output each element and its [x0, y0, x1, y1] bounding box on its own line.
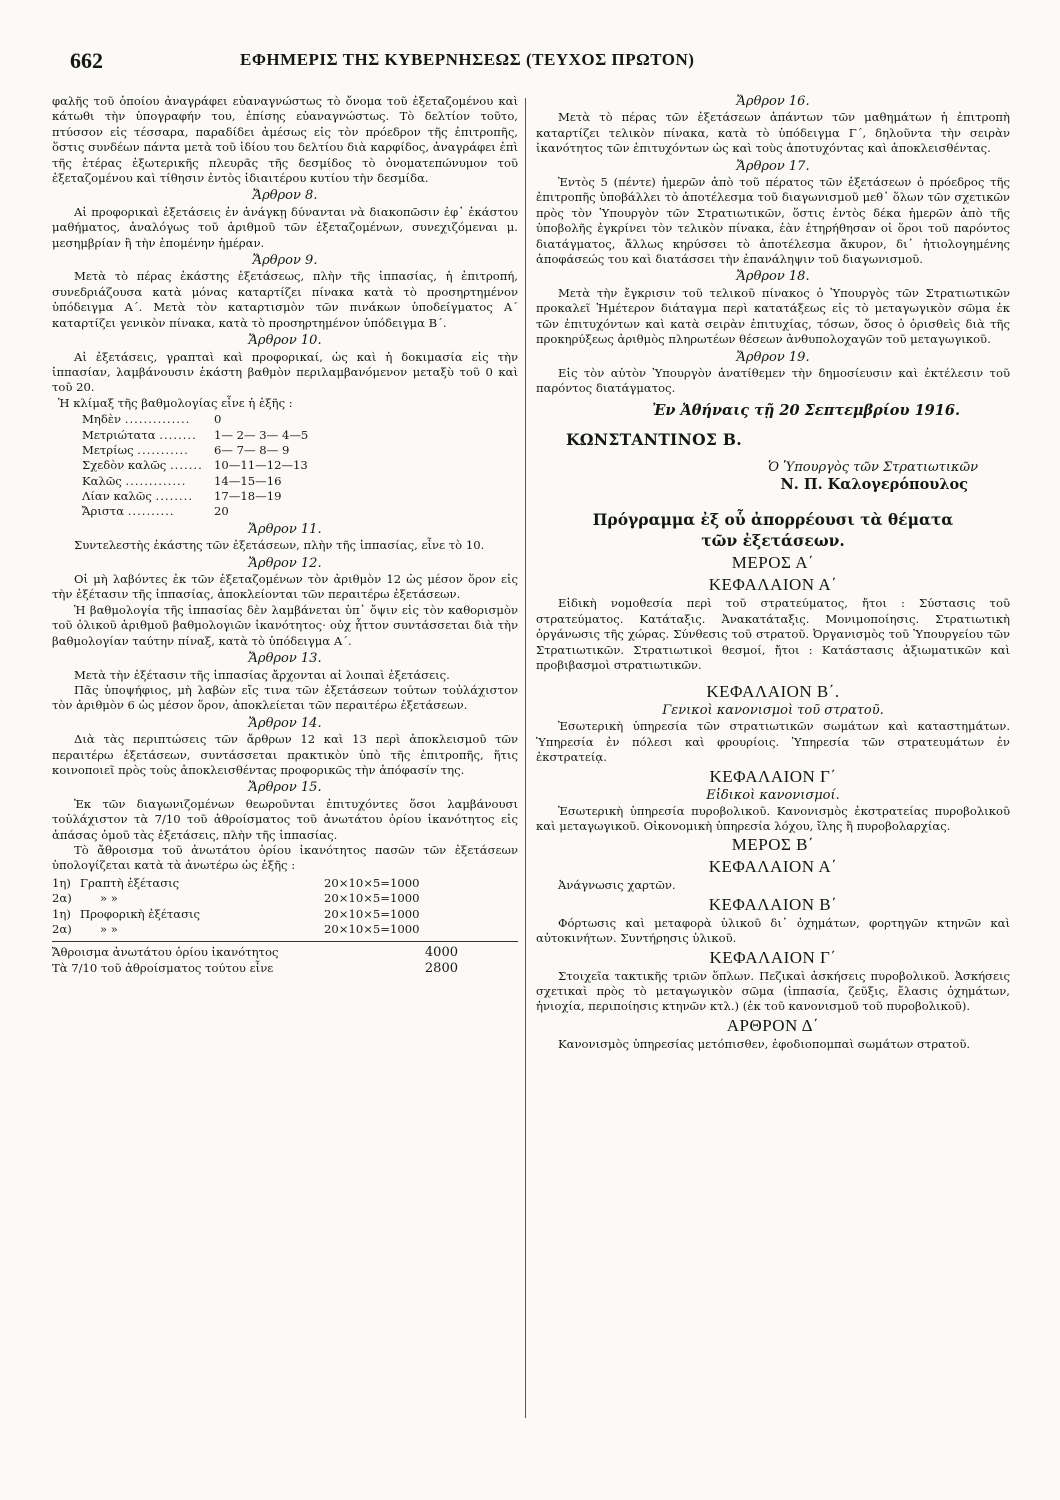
- grade-row: [82, 458, 518, 473]
- article-19-title: Ἄρθρον 19.: [736, 349, 810, 365]
- article-17-title: Ἄρθρον 17.: [736, 158, 810, 174]
- column-rule: [525, 98, 526, 1418]
- part-a-chapter-3-text: Ἐσωτερικὴ ὑπηρεσία πυροβολικοῦ. Κανονισμὸς ἐκστρατείας πυροβολικοῦ καὶ μεταγωγικοῦ. Οἰκονομικὴ ὑπηρεσία λόχου, ἴλης ἢ πυροβολαρχίας.: [536, 803, 1010, 833]
- intro-paragraph: φαλῆς τοῦ ὁποίου ἀναγράφει εὐαναγνώστως τὸ ὄνομα τοῦ ἐξεταζομένου καὶ κάτωθι τὴν ὑπογραφήν του, ἐπίσης εὐαναγνώστως. Τὸ δελτίον τοῦτο, πτύσσον εἰς τέσσαρα, παραδίδει ἀμέσως εἰς τὸν πρόεδρον τῆς ἐπιτροπῆς, ὅστις συνδέων πάντα μετὰ τοῦ ἰδίου του δελτίου διὰ καρφίδος, ἀναγράφει ἐπὶ τῆς ἑτέρας ἐξωτερικῆς πλευρᾶς τῆς δεσμίδος τὸ ὀνοματεπώνυμον τοῦ ἐξεταζομένου καὶ τίθησιν ἐντὸς ἰδιαιτέρου κυτίου τὴν δεσμίδα.: [52, 94, 518, 186]
- article-13-title: Ἄρθρον 13.: [248, 651, 322, 667]
- grade-dots: .............: [125, 473, 187, 488]
- article-15-title: Ἄρθρον 15.: [248, 780, 322, 796]
- calc-number: 1η): [52, 875, 71, 890]
- grade-value: 0: [214, 412, 222, 427]
- grade-dots: ........: [159, 427, 197, 442]
- part-b-article-d-heading: ΑΡΘΡΟΝ Δ΄: [726, 1015, 820, 1035]
- grade-scale-intro: Ἡ κλίμαξ τῆς βαθμολογίας εἶνε ἡ ἑξῆς :: [58, 395, 293, 410]
- grade-row: [82, 489, 518, 504]
- score-calculation: [52, 876, 518, 938]
- grade-value: 20: [214, 504, 229, 519]
- article-9-title: Ἄρθρον 9.: [252, 253, 318, 269]
- grade-dots: ..............: [124, 412, 191, 427]
- calc-number: 2α): [52, 921, 72, 936]
- article-13-text-2: Πᾶς ὑποψήφιος, μὴ λαβὼν εἴς τινα τῶν ἐξετάσεων τούτων τοὐλάχιστον τὸν ἀριθμὸν 6 ὡς μέσον ὅρον, ἀποκλείεται τῶν περαιτέρω ἐξετάσεων.: [52, 682, 518, 713]
- right-column: [536, 94, 1010, 1052]
- article-16-text: Μετὰ τὸ πέρας τῶν ἐξετάσεων ἁπάντων τῶν μαθημάτων ἡ ἐπιτροπὴ καταρτίζει τελικὸν πίνακα, κατὰ τὸ ὑπόδειγμα Γ΄, δηλοῦντα τὴν σειρὰν ἱκανότητος τῶν ἐπιτυχόντων ὡς καὶ τοὺς ἀποτυχόντας καὶ ἀποκλεισθέντας.: [536, 110, 1010, 156]
- minister-title: Ὁ Ὑπουργὸς τῶν Στρατιωτικῶν: [767, 459, 978, 475]
- grade-value: 17—18—19: [214, 489, 282, 504]
- calc-label: Προφορικὴ ἐξέτασις: [80, 906, 201, 921]
- part-b-article-d-text: Κανονισμὸς ὑπηρεσίας μετόπισθεν, ἐφοδιοπομπαὶ σωμάτων στρατοῦ.: [558, 1036, 971, 1051]
- article-16-title: Ἄρθρον 16.: [736, 94, 810, 109]
- part-b-chapter-2-heading: ΚΕΦΑΛΑΙΟΝ Β΄: [708, 894, 838, 914]
- grade-row: [82, 428, 518, 443]
- part-a-heading: ΜΕΡΟΣ Α΄: [731, 553, 815, 573]
- page-header: [70, 48, 990, 78]
- grade-value: 1— 2— 3— 4—5: [214, 427, 309, 442]
- program-title-line-2: τῶν ἐξετάσεων.: [701, 531, 845, 551]
- grade-dots: ..........: [127, 504, 175, 519]
- grade-value: 14—15—16: [214, 473, 282, 488]
- part-a-chapter-1-heading: ΚΕΦΑΛΑΙΟΝ Α΄: [708, 575, 838, 595]
- grade-name: Λίαν καλῶς: [82, 489, 152, 504]
- article-9-text: Μετὰ τὸ πέρας ἑκάστης ἐξετάσεως, πλὴν τῆς ἱππασίας, ἡ ἐπιτροπή, συνεδριάζουσα κατὰ μόνας καταρτίζει πίνακα κατὰ τὸ προσηρτημένον ὑπόδειγμα Α΄. Μετὰ τὸν καταρτισμὸν τῶν πινάκων ὑποδείγματος Α΄ καταρτίζει γενικὸν πίνακα, κατὰ τὸ προσηρτημένον ὑπόδειγμα Β΄.: [52, 269, 518, 330]
- grade-dots: ...........: [137, 442, 189, 457]
- part-b-chapter-1-text: Ἀνάγνωσις χαρτῶν.: [558, 878, 676, 893]
- grade-dots: .......: [169, 458, 203, 473]
- grade-name: Μηδὲν: [82, 412, 122, 427]
- total-label: Ἄθροισμα ἀνωτάτου ὁρίου ἱκανότητος: [52, 945, 279, 960]
- part-b-chapter-2-text: Φόρτωσις καὶ μεταφορὰ ὑλικοῦ δι᾽ ὀχημάτων, φορτηγῶν κτηνῶν καὶ αὐτοκινήτων. Συντήρησις ὑλικοῦ.: [536, 915, 1010, 946]
- calc-row: [52, 922, 518, 937]
- running-title: ΕΦΗΜΕΡΙΣ ΤΗΣ ΚΥΒΕΡΝΗΣΕΩΣ (ΤΕΥΧΟΣ ΠΡΩΤΟΝ): [240, 50, 695, 69]
- part-b-chapter-1-heading: ΚΕΦΑΛΑΙΟΝ Α΄: [708, 857, 838, 877]
- grade-scale: [82, 412, 518, 520]
- part-a-chapter-3-subtitle: Εἰδικοὶ κανονισμοί.: [706, 787, 840, 803]
- seven-tenths-row: [52, 961, 518, 977]
- calc-number: 2α): [52, 891, 72, 906]
- part-b-chapter-3-heading: ΚΕΦΑΛΑΙΟΝ Γ΄: [709, 947, 837, 967]
- calc-label: Γραπτὴ ἐξέτασις: [80, 875, 180, 890]
- article-8-title: Ἄρθρον 8.: [252, 188, 318, 204]
- grade-name: Μετριώτατα: [82, 427, 156, 442]
- seven-tenths-label: Τὰ 7/10 τοῦ ἀθροίσματος τούτου εἶνε: [52, 961, 274, 976]
- part-a-chapter-2-text: Ἐσωτερικὴ ὑπηρεσία τῶν στρατιωτικῶν σωμάτων καὶ καταστημάτων. Ὑπηρεσία ἐν πόλεσι καὶ φρουρίοις. Ὑπηρεσία τῶν στρατευμάτων ἐν ἐκστρατείᾳ.: [536, 719, 1010, 765]
- article-14-text: Διὰ τὰς περιπτώσεις τῶν ἄρθρων 12 καὶ 13 περὶ ἀποκλεισμοῦ τῶν περαιτέρω ἐξετάσεων, συντάσσεται πρακτικὸν ὑπὸ τῆς ἐπιτροπῆς, ἥτις κοινοποιεῖ πρὸς τοὺς ἀποκλεισθέντας προφορικῶς τὴν ἀπόφασίν της.: [52, 732, 518, 777]
- article-18-title: Ἄρθρον 18.: [736, 269, 810, 285]
- king-signature: ΚΩΝΣΤΑΝΤΙΝΟΣ Β.: [566, 430, 742, 450]
- article-11-title: Ἄρθρον 11.: [248, 521, 322, 537]
- calc-label: » »: [100, 921, 118, 936]
- part-b-heading: ΜΕΡΟΣ Β΄: [731, 835, 815, 855]
- article-18-text: Μετὰ τὴν ἔγκρισιν τοῦ τελικοῦ πίνακος ὁ Ὑπουργὸς τῶν Στρατιωτικῶν προκαλεῖ Ἡμέτερον διάταγμα περὶ κατατάξεως εἰς τὸ μεταγωγικὸν σῶμα ἐκ τῶν ἐπιτυχόντων καὶ κατὰ σειρὰν ἐπιτυχίας, τόσων, ὅσος ὁ ὁρισθεὶς διὰ τῆς προκηρύξεως ἀριθμὸς πληρωτέων θέσεων ἀνθυπολοχαγῶν τοῦ μεταγωγικοῦ.: [536, 285, 1010, 347]
- grade-dots: ........: [155, 489, 194, 504]
- grade-row: [82, 504, 518, 519]
- calc-label: » »: [100, 891, 118, 906]
- calc-formula: 20×10×5=1000: [324, 921, 420, 936]
- calc-row: [52, 891, 518, 906]
- part-a-chapter-3-heading: ΚΕΦΑΛΑΙΟΝ Γ΄: [709, 766, 837, 786]
- calc-row: [52, 876, 518, 891]
- sum-divider: [52, 941, 518, 942]
- grade-value: 6— 7— 8— 9: [214, 442, 290, 457]
- article-13-text-1: Μετὰ τὴν ἐξέτασιν τῆς ἱππασίας ἄρχονται αἱ λοιπαὶ ἐξετάσεις.: [74, 667, 450, 682]
- dateline: Ἐν Ἀθήναις τῇ 20 Σεπτεμβρίου 1916.: [652, 401, 960, 419]
- calc-formula: 20×10×5=1000: [324, 906, 420, 921]
- part-a-chapter-2-subtitle: Γενικοὶ κανονισμοὶ τοῦ στρατοῦ.: [662, 703, 884, 719]
- calc-formula: 20×10×5=1000: [324, 875, 420, 890]
- part-a-chapter-2-heading: ΚΕΦΑΛΑΙΟΝ Β΄.: [706, 682, 840, 702]
- program-title-line-1: Πρόγραμμα ἐξ οὗ ἀπορρέουσι τὰ θέματα: [592, 510, 954, 530]
- part-b-chapter-3-text: Στοιχεῖα τακτικῆς τριῶν ὅπλων. Πεζικαὶ ἀσκήσεις πυροβολικοῦ. Ἀσκήσεις σχετικαὶ πρὸς τὸ μεταγωγικὸν σῶμα (ἱππασία, ζεῦξις, ἔλασις ὀχημάτων, ἡνιοχία, περιποίησις κτηνῶν κτλ.) (ἐκ τοῦ κανονισμοῦ τοῦ πυροβολικοῦ).: [536, 968, 1010, 1014]
- seven-tenths-value: 2800: [424, 961, 458, 977]
- calc-number: 1η): [52, 906, 71, 921]
- grade-name: Ἄριστα: [82, 504, 125, 519]
- total-value: 4000: [424, 945, 458, 961]
- article-15-text-2: Τὸ ἄθροισμα τοῦ ἀνωτάτου ὁρίου ἱκανότητος πασῶν τῶν ἐξετάσεων ὑπολογίζεται κατὰ τὰ ἀνωτέρω ὡς ἑξῆς :: [52, 842, 518, 873]
- left-column: [52, 94, 518, 977]
- grade-row: [82, 474, 518, 489]
- grade-name: Μετρίως: [82, 442, 134, 457]
- grade-name: Σχεδὸν καλῶς: [82, 458, 167, 473]
- minister-name: Ν. Π. Καλογερόπουλος: [780, 475, 968, 493]
- article-11-text: Συντελεστὴς ἑκάστης τῶν ἐξετάσεων, πλὴν τῆς ἱππασίας, εἶνε τὸ 10.: [74, 538, 485, 553]
- calc-formula: 20×10×5=1000: [324, 891, 420, 906]
- grade-value: 10—11—12—13: [214, 458, 308, 473]
- page-number: 662: [70, 48, 103, 73]
- total-row: [52, 945, 518, 961]
- article-12-title: Ἄρθρον 12.: [248, 555, 322, 571]
- article-15-text-1: Ἐκ τῶν διαγωνιζομένων θεωροῦνται ἐπιτυχόντες ὅσοι λαμβάνουσι τοὐλάχιστον τὰ 7/10 τοῦ ἀθροίσματος τοῦ ἀνωτάτου ὁρίου ἱκανότητος εἰς ἁπάσας ὁμοῦ τὰς ἐξετάσεις, πλὴν τῆς ἱππασίας.: [52, 796, 518, 842]
- grade-row: [82, 443, 518, 458]
- article-8-text: Αἱ προφορικαὶ ἐξετάσεις ἐν ἀνάγκῃ δύνανται νὰ διακοπῶσιν ἐφ᾽ ἑκάστου μαθήματος, ἀναλόγως τοῦ ἀριθμοῦ τῶν ἐξεταζομένων, συνεχιζόμεναι μ. μεσημβρίαν ἢ τὴν ἐπομένην ἡμέραν.: [52, 204, 518, 250]
- article-17-text: Ἐντὸς 5 (πέντε) ἡμερῶν ἀπὸ τοῦ πέρατος τῶν ἐξετάσεων ὁ πρόεδρος τῆς ἐπιτροπῆς ὑποβάλλει τὸ ἀποτέλεσμα τοῦ διαγωνισμοῦ μεθ᾽ ὅλων τῶν σχετικῶν πρὸς τὸν Ὑπουργὸν τῶν Στρατιωτικῶν, ὅστις ἐντὸς δέκα ἡμερῶν ἀπὸ τῆς ὑποβολῆς ἐγκρίνει τὸν τελικὸν πίνακα, ἐὰν ἐτηρήθησαν οἱ ὅροι τοῦ παρόντος διατάγματος, ἄλλως κηρύσσει τὸ ἀποτέλεσμα ἄκυρον, δι᾽ ἠτιολογημένης ἀποφάσεώς του καὶ διατάσσει τὴν ἐπανάληψιν τοῦ διαγωνισμοῦ.: [536, 175, 1010, 267]
- article-14-title: Ἄρθρον 14.: [248, 715, 322, 731]
- grade-name: Καλῶς: [82, 473, 122, 488]
- article-12-text-2: Ἡ βαθμολογία τῆς ἱππασίας δὲν λαμβάνεται ὑπ᾽ ὄψιν εἰς τὸν καθορισμὸν τοῦ ὁλικοῦ ἀριθμοῦ βαθμολογιῶν ἱκανότητος· οὐχ ἧττον συντάσσεται διὰ τὴν βαθμολογίαν ταύτην πίναξ, κατὰ τὸ ὑπόδειγμα Α΄.: [52, 602, 518, 648]
- article-19-text: Εἰς τὸν αὐτὸν Ὑπουργὸν ἀνατίθεμεν τὴν δημοσίευσιν καὶ ἐκτέλεσιν τοῦ παρόντος διατάγματος.: [536, 365, 1010, 396]
- article-10-text: Αἱ ἐξετάσεις, γραπταὶ καὶ προφορικαί, ὡς καὶ ἡ δοκιμασία εἰς τὴν ἱππασίαν, λαμβάνουσιν ἑκάστη βαθμὸν περιλαμβανόμενον μεταξὺ τοῦ 0 καὶ τοῦ 20.: [52, 349, 518, 395]
- article-10-title: Ἄρθρον 10.: [248, 333, 322, 349]
- calc-row: [52, 907, 518, 922]
- part-a-chapter-1-text: Εἰδικὴ νομοθεσία περὶ τοῦ στρατεύματος, ἤτοι : Σύστασις τοῦ στρατεύματος. Κατάταξις. Ἀνακατάταξις. Μονιμοποίησις. Στρατιωτικὴ ὀργάνωσις τῆς χώρας. Σύνθεσις τοῦ στρατοῦ. Ὀργανισμὸς τοῦ Ὑπουργείου τῶν Στρατιωτικῶν. Στρατιωτικοὶ θεσμοί, ἤτοι : Κατάστασις ἀξιωματικῶν καὶ προβιβασμοὶ στρατιωτικῶν.: [536, 596, 1010, 672]
- grade-row: [82, 412, 518, 427]
- article-12-text-1: Οἱ μὴ λαβόντες ἐκ τῶν ἐξεταζομένων τὸν ἀριθμὸν 12 ὡς μέσον ὅρον εἰς τὴν ἐξέτασιν τῆς ἱππασίας, ἀποκλείονται τῶν περαιτέρω ἐξετάσεων.: [52, 572, 518, 602]
